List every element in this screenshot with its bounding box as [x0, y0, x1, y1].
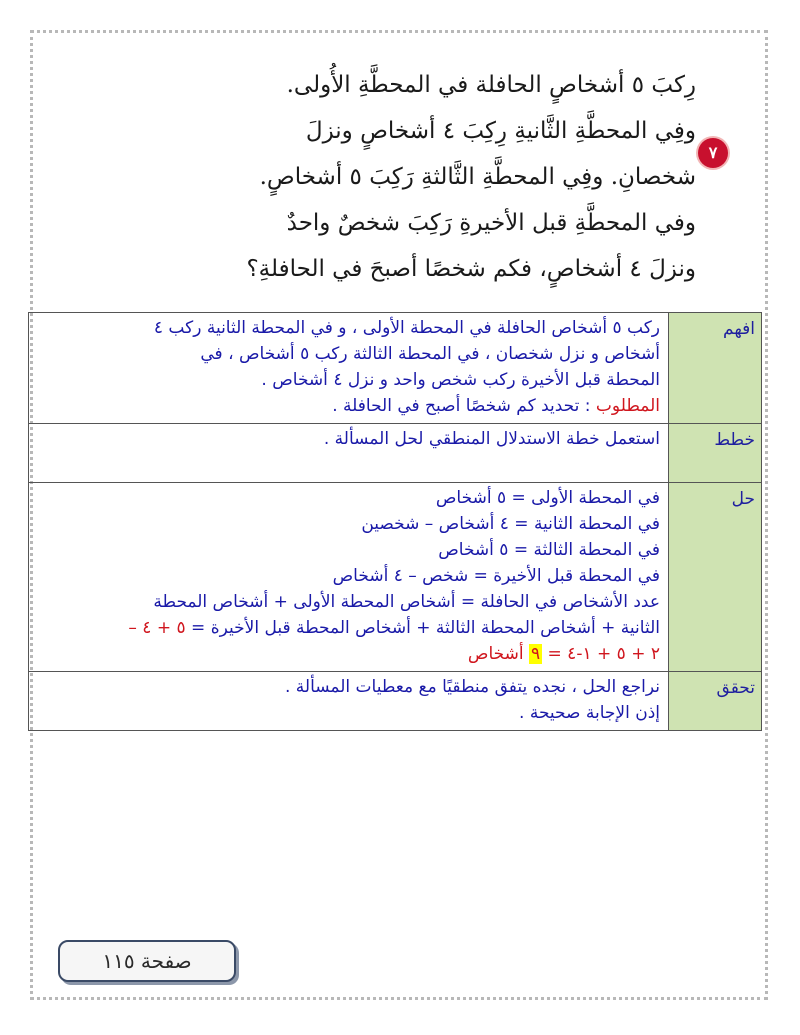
- required-line: [37, 393, 660, 419]
- understand-line: ركب ٥ أشخاص الحافلة في المحطة الأولى ، و في المحطة الثانية ركب ٤: [153, 318, 660, 338]
- solve-result-expression: ٢ + ٥ + ١-٤ =: [542, 644, 660, 664]
- answer-highlight: ٩: [530, 644, 541, 664]
- understand-line: أشخاص و نزل شخصان ، في المحطة الثالثة ركب ٥ أشخاص ، في: [200, 344, 660, 364]
- solve-line: في المحطة الثانية = ٤ أشخاص – شخصين: [361, 514, 660, 534]
- problem-number-badge: ٧: [698, 138, 728, 168]
- required-label: المطلوب: [595, 396, 660, 416]
- verify-content: [29, 672, 669, 731]
- problem-line-3: شخصانِ. وفِي المحطَّةِ الثَّالثةِ رَكِبَ ٥ أشخاصٍ.: [259, 164, 696, 190]
- understand-line: المحطة قبل الأخيرة ركب شخص واحد و نزل ٤ أشخاص .: [261, 370, 660, 390]
- problem-statement: [200, 62, 746, 292]
- solve-line: في المحطة الأولى = ٥ أشخاص: [435, 488, 660, 508]
- solution-table: [28, 312, 762, 731]
- problem-line-2: وفِي المحطَّةِ الثَّانيةِ رِكِبَ ٤ أشخاصٍ ونزلَ: [305, 118, 696, 144]
- page-number-tab: صفحة ١١٥: [58, 940, 236, 982]
- plan-row: [29, 424, 762, 483]
- plan-content: [29, 424, 669, 483]
- solve-content: [29, 483, 669, 672]
- understand-row: [29, 313, 762, 424]
- solve-line: في المحطة قبل الأخيرة = شخص – ٤ أشخاص: [332, 566, 660, 586]
- verify-line: نراجع الحل ، نجده يتفق منطقيًا مع معطيات المسألة .: [284, 677, 660, 697]
- solve-line: [37, 615, 660, 641]
- verify-row: [29, 672, 762, 731]
- problem-line-5: ونزلَ ٤ أشخاصٍ، فكم شخصًا أصبحَ في الحافلةِ؟: [246, 256, 696, 282]
- problem-line-1: رِكبَ ٥ أشخاصٍ الحافلة في المحطَّةِ الأُولى.: [286, 72, 696, 98]
- verify-label: تحقق: [669, 672, 762, 731]
- solve-label: حل: [669, 483, 762, 672]
- solve-row: [29, 483, 762, 672]
- plan-label: خطط: [669, 424, 762, 483]
- solve-line6-text: الثانية + أشخاص المحطة الثالثة + أشخاص المحطة قبل الأخيرة =: [185, 618, 660, 638]
- understand-label: افهم: [669, 313, 762, 424]
- solve-line6-expression: ٥ + ٤ –: [128, 618, 186, 638]
- required-text: : تحديد كم شخصًا أصبح في الحافلة .: [332, 396, 596, 416]
- solve-result-unit: أشخاص: [467, 644, 529, 664]
- solve-line: في المحطة الثالثة = ٥ أشخاص: [438, 540, 660, 560]
- plan-text: استعمل خطة الاستدلال المنطقي لحل المسألة .: [323, 429, 660, 449]
- understand-content: [29, 313, 669, 424]
- solve-result-line: [37, 641, 660, 667]
- problem-line-4: وفي المحطَّةِ قبل الأخيرةِ رَكِبَ شخصٌ واحدٌ: [286, 210, 696, 236]
- verify-line: إذن الإجابة صحيحة .: [519, 703, 660, 723]
- solve-line: عدد الأشخاص في الحافلة = أشخاص المحطة الأولى + أشخاص المحطة: [153, 592, 660, 612]
